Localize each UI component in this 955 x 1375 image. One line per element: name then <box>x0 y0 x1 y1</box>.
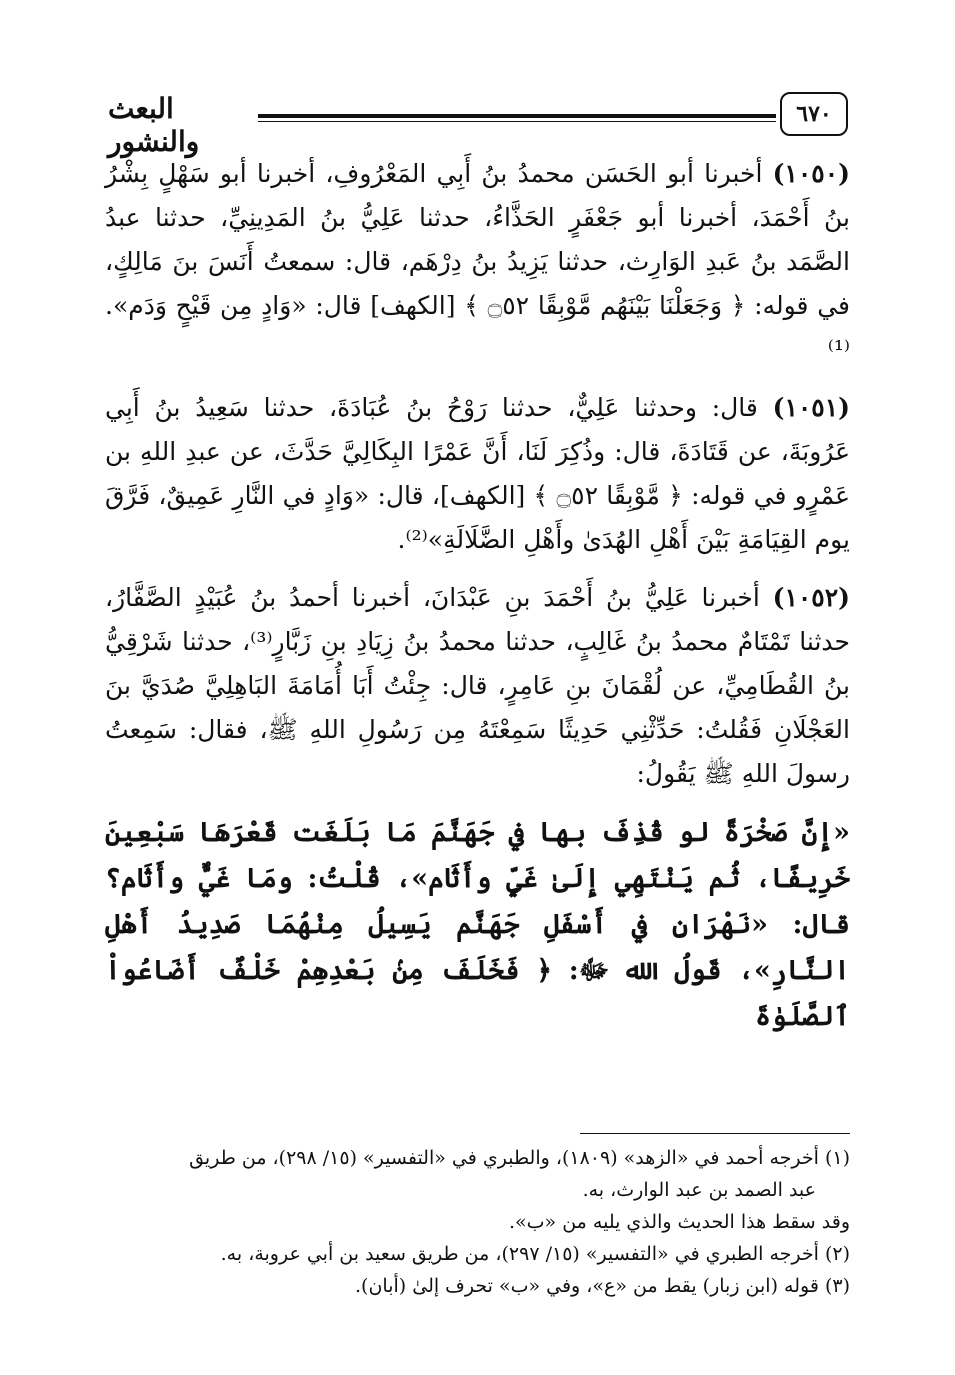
page-header <box>108 92 848 158</box>
footnotes <box>105 1142 850 1302</box>
footnote-line: عبد الصمد بن عبد الوارث، به. <box>582 1179 816 1201</box>
page-number: ٦٧٠ <box>780 92 848 136</box>
paragraph-text: قال: وحدثنا عَلِيٌّ، حدثنا رَوْحُ بنُ عُبَادَةَ، حدثنا سَعِيدُ بنُ أَبِي عَرُوبَةَ، عن قَتَادَةَ، قال: وذُكِرَ لَنَا، أَنَّ عَمْرًا البِكَالِيَّ حَدَّثَ، عن عبدِ اللهِ بن عَمْرٍو في قوله: ﴿ مَّوْبِقًا ۝٥٢ ﴾ [الكهف]، قال: «وَادٍ في النَّارِ عَمِيقٌ، فَرَّقَ يوم القِيَامَةِ بَيْنَ أَهْلِ الهُدَىٰ وأَهْلِ الضَّلَالَةِ»⁽²⁾. <box>105 393 850 554</box>
hadith-number: (١٠٥١) <box>772 393 851 422</box>
paragraph-1050 <box>105 152 850 372</box>
hadith-number: (١٠٥٢) <box>772 583 851 612</box>
hadith-number: (١٠٥٠) <box>772 159 850 188</box>
footnote-line: (٣) قوله (ابن زبار) يقط من «ع»، وفي «ب» تحرف إلىٰ (أبان). <box>355 1275 850 1297</box>
paragraph-1051 <box>105 386 850 562</box>
main-text <box>105 152 850 1054</box>
paragraph-text: أخبرنا أبو الحَسَن محمدُ بنُ أَبِي المَعْرُوفِ، أخبرنا أبو سَهْلٍ بِشْرُ بنُ أَحْمَدَ، أخبرنا أبو جَعْفَرٍ الحَذَّاءُ، حدثنا عَلِيُّ بنُ المَدِينِيِّ، حدثنا عبدُ الصَّمَد بنُ عَبدِ الوَارِث، حدثنا يَزِيدُ بنُ دِرْهَم، قال: سمعتُ أَنَسَ بنَ مَالِكٍ، في قوله: ﴿ وَجَعَلْنَا بَيْنَهُم مَّوْبِقًا ۝٥٢ ﴾ [الكهف] قال: «وَادٍ مِن قَيْحٍ وَدَم».⁽¹⁾ <box>105 159 850 364</box>
footnote-rule <box>580 1133 850 1134</box>
footnote-line: وقد سقط هذا الحديث والذي يليه من «ب». <box>509 1211 850 1233</box>
footnote-line: (١) أخرجه أحمد في «الزهد» (١٨٠٩)، والطبري في «التفسير» (١٥/ ٢٩٨)، من طريق <box>189 1147 850 1169</box>
hadith-quote: «إِنَّ صَخْرَةً لو قُذِفَ بها في جَهَنَّمَ مَا بَلَغَت قَعْرَهَا سَبْعِينَ خَرِيفًا، ثُم يَنْتَهِي إِلَىٰ غَيٍّ وأَثَام»، قُلْتُ: ومَا غَيٌّ وأَثَام؟ قال: «نَهْرَانِ في أَسْفَلِ جَهَنَّم يَسِيلُ مِنْهُمَا صَدِيدُ أَهْلِ النَّارِ»، قَولُ الله ﷻ: ﴿ فَخَلَفَ مِنۢ بَعْدِهِمْ خَلْفٌ أَضَاعُواْ ٱلصَّلَوٰةَ <box>105 817 850 1032</box>
footnote-line: (٢) أخرجه الطبري في «التفسير» (١٥/ ٢٩٧)، من طريق سعيد بن أبي عروبة، به. <box>220 1243 850 1265</box>
paragraph-text: أخبرنا عَلِيُّ بنُ أَحْمَدَ بنِ عَبْدَانَ، أخبرنا أحمدُ بنُ عُبَيْدٍ الصَّفَّارُ، حدثنا تَمْتَامٌ محمدُ بنُ غَالِبٍ، حدثنا محمدُ بنُ زِيَادِ بنِ زَبَّارٍ⁽³⁾، حدثنا شَرْقِيُّ بنُ القُطَامِيِّ، عن لُقْمَانَ بنِ عَامِرٍ، قال: جِئْتُ أَبَا أُمَامَةَ البَاهِلِيَّ صُدَيَّ بنَ العَجْلَانِ فَقُلتُ: حَدِّثْنِي حَدِيثًا سَمِعْتَهُ مِن رَسُولِ اللهِ ﷺ، فقال: سَمِعتُ رسولَ اللهِ ﷺ يَقُولُ: <box>105 583 850 788</box>
paragraph-1052 <box>105 576 850 796</box>
header-rule <box>258 114 776 118</box>
running-title: البعث والنشور <box>108 92 200 158</box>
